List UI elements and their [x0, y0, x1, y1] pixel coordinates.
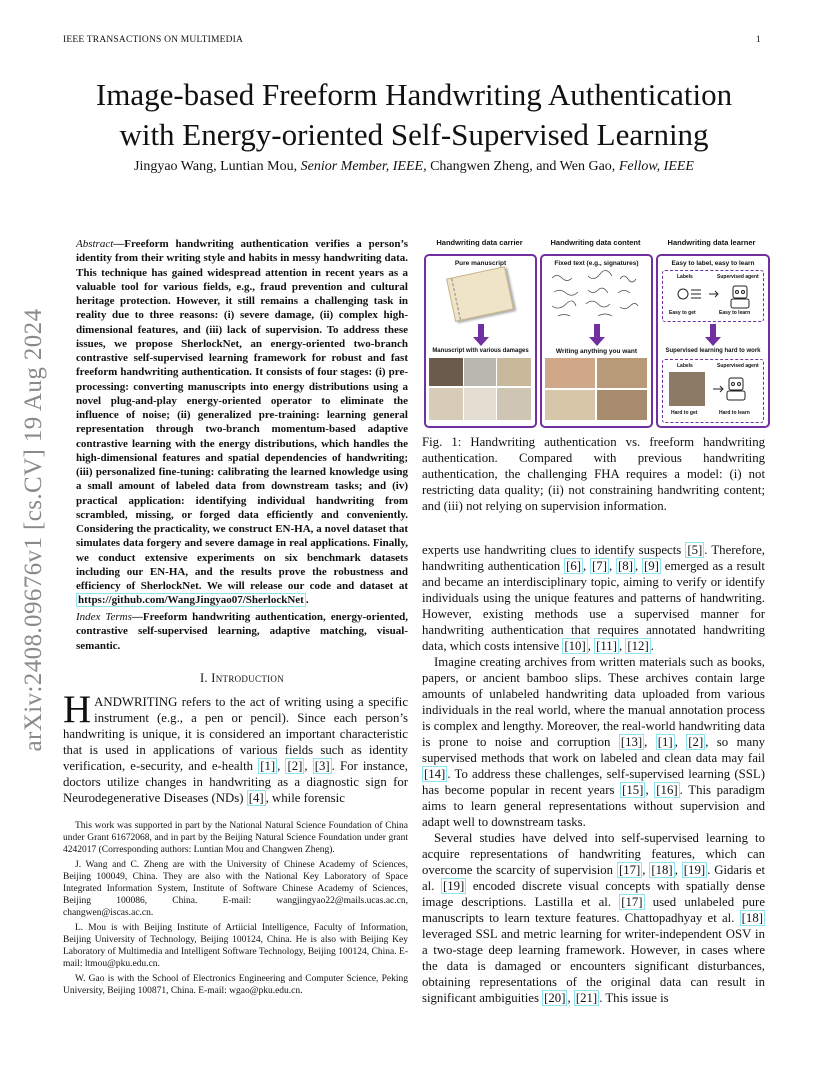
notebook-image — [446, 266, 514, 322]
figure-column-header: Handwriting data content — [550, 238, 641, 247]
citation[interactable]: [8] — [618, 559, 633, 573]
hard-get-caption: Hard to get — [671, 410, 698, 416]
citation[interactable]: [1] — [657, 735, 673, 749]
intro-lead: ANDWRITING — [94, 695, 178, 709]
panel-carrier — [424, 254, 537, 428]
citation[interactable]: [18] — [741, 911, 763, 925]
text: , so many supervised methods that work on labeled and clean data may fail — [422, 735, 766, 765]
citation[interactable]: [7] — [592, 559, 607, 573]
citation[interactable]: [19] — [442, 879, 465, 893]
intro-text-3: , while forensic — [265, 791, 345, 805]
figure-caption: Fig. 1: Handwriting authentication vs. freeform handwriting authentication. Compared with previous handwriting authentication, the challenging FHA requires a model: (i) not restricting data quality; (ii) not constraining handwriting content; and (iii) not relying on supervision information. — [422, 435, 765, 513]
panel-label: Writing anything you want — [555, 348, 638, 355]
author-names-2: Changwen Zheng, and Wen Gao, — [426, 159, 619, 174]
agent-caption: Supervised agent — [717, 363, 759, 369]
page-number: 1 — [756, 35, 761, 45]
hard-learn-caption: Hard to learn — [719, 410, 750, 416]
author-list — [40, 159, 788, 175]
code-link[interactable]: https://github.com/WangJingyao07/SherlockNet — [78, 594, 304, 607]
agent-caption: Supervised agent — [717, 274, 759, 280]
figure-1 — [422, 238, 768, 428]
citation[interactable]: [13] — [620, 735, 643, 749]
citation[interactable]: [17] — [621, 895, 643, 909]
text: used unlabeled pure manuscripts to learn texture features. Chattopadhyay et al. — [422, 895, 765, 925]
citation[interactable]: [17] — [618, 863, 641, 877]
citation[interactable]: [3] — [314, 759, 330, 773]
citation[interactable]: [21] — [575, 991, 598, 1005]
down-arrow — [594, 324, 600, 338]
handwriting-photo — [545, 358, 595, 388]
damaged-manuscript-image — [497, 358, 531, 386]
labels-agent-icon — [673, 282, 763, 310]
panel-content — [540, 254, 653, 428]
citation[interactable]: [11] — [596, 639, 617, 653]
citation[interactable]: [2] — [688, 735, 704, 749]
author-role-2: Fellow, IEEE — [618, 159, 694, 174]
easy-learn-caption: Easy to learn — [719, 310, 751, 316]
down-arrow — [710, 324, 716, 338]
text: . This issue is — [599, 991, 669, 1005]
citation[interactable]: [6] — [566, 559, 581, 573]
handwriting-photo — [545, 390, 595, 420]
intro-paragraph: HANDWRITING refers to the act of writing using a specific instrument (e.g., a pen or pencil). Since each person’s handwriting is unique, it is considered an important characteristic that is used in applications of various fields such as identity verification, e-security, and e-health [1] , [2] , [3] . For instance, doctors utilize changes in handwriting as a diagnostic sign for Neurodegenerative Diseases (NDs) [4] , while forensic — [63, 688, 408, 805]
intro-text-2: . For instance, doctors utilize changes in handwriting as a diagnostic sign for Neurodegenerative Diseases (NDs) — [63, 759, 408, 805]
easy-get-caption: Easy to get — [669, 310, 696, 316]
section-title: I. Introduction — [199, 671, 285, 685]
labels-caption: Labels — [677, 363, 693, 369]
figure-column-header: Handwriting data carrier — [436, 238, 523, 247]
manuscript-thumbnail — [669, 372, 705, 406]
down-arrow — [478, 324, 484, 338]
citation[interactable]: [5] — [687, 543, 703, 557]
damaged-manuscript-image — [497, 388, 531, 420]
citation[interactable]: [10] — [564, 639, 586, 653]
abstract-label: Abstract — [76, 238, 114, 250]
signature-scribbles — [548, 270, 644, 320]
footnote-affiliation-3: W. Gao is with the School of Electronics Engineering and Computer Science, Peking University, Beijing 100871, China. E-mail: wgao@pku.edu.cn. — [63, 974, 408, 996]
paragraph: experts use handwriting clues to identify suspects [5] . Therefore, handwriting authentication [6] , [7] , [8] , [9] emerged as a result and became an interdisciplinary topic, aiming to verify or identify individuals using the unique features and patterns of handwriting. However, existing methods use a supervised manner for handwriting authentication that requires annotated handwriting data, which costs intensive [10] , [11] , [12] . — [422, 543, 765, 653]
panel-label: Easy to label, easy to learn — [671, 260, 755, 267]
handwriting-photo — [597, 390, 647, 420]
panel-label: Supervised learning hard to work — [665, 348, 761, 354]
supervised-box-easy — [662, 270, 764, 322]
index-terms — [76, 610, 408, 653]
handwriting-photo — [597, 358, 647, 388]
text: . — [650, 639, 654, 653]
panel-label: Fixed text (e.g., signatures) — [554, 260, 639, 267]
citation[interactable]: [4] — [248, 791, 264, 805]
abstract-text: —Freeform handwriting authentication verifies a person’s identity from their writing style and habits in messy handwriting data. This technique has gained widespread attention in recent years as a valuable tool for various fields, e.g., fraud prevention and cultural heritage protection. However, it still remains a challenging task in reality due to three reasons: (i) severe damage, (ii) complex high-dimensional features, and (iii) lack of supervision. To address these issues, we propose SherlockNet, an energy-oriented two-branch contrastive self-supervised learning framework for robust and fast freeform handwriting authentication. It consists of four stages: (i) pre-processing: converting manuscripts into energy distributions using a novel plug-and-play energy-oriented operator to eliminate the influence of noise; (ii) generalized pre-training: learning general representation through two-branch momentum-based adaptive contrastive learning with the energy distributions, which handles the high-dimensional features and spatial dependencies of handwriting; (iii) personalized fine-tuning: calibrating the learned knowledge using a small amount of labeled data from downstream tasks; and (iv) practical application: identifying individual handwriting from scrambled, missing, or forged data efficiently and conveniently. Considering the practicality, we construct EN-HA, a novel dataset that simulates data forgery and severe damage in real applications. Finally, we conduct extensive experiments on six benchmark datasets including our EN-HA, and the results prove the robustness and efficiency of SherlockNet. We will release our code and dataset at — [76, 238, 408, 592]
citation[interactable]: [15] — [622, 783, 644, 797]
arxiv-stamp — [14, 300, 54, 760]
title-line-1: Image-based Freeform Handwriting Authentication — [95, 77, 733, 112]
text: Several studies have delved into self-supervised learning to acquire representations of handwriting features, which can overcome the scarcity of supervision — [422, 831, 765, 877]
paper-title — [40, 75, 788, 155]
paragraph: Several studies have delved into self-supervised learning to acquire representations of handwriting features, which can overcome the scarcity of supervision [17] , [18] , [19] . Gidaris et al. [19] encoded discrete visual concepts with spatially dense image descriptions. Lastilla et al. [17] used unlabeled pure manuscripts to learn texture features. Chattopadhyay et al. [18] leveraged SSL and metric learning for writer-independent OSV in a two-stage deep learning framework. However, in cases where the data is damaged or encounters significant disturbances, obtaining representations of the original data can result in significant ambiguities [20] , [21] . This issue is — [422, 831, 765, 1005]
text: experts use handwriting clues to identify suspects — [422, 543, 686, 557]
abstract — [76, 237, 408, 608]
citation[interactable]: [16] — [656, 783, 678, 797]
intro-text-1: refers to the act of writing using a specific instrument (e.g., a pen or pencil). Since each person’s handwriting is unique, it is considered an important characteristic that is used in applications of various fields such as identity verification, e-security, and e-health — [63, 695, 408, 773]
citation[interactable]: [19] — [683, 863, 706, 877]
citation[interactable]: [18] — [651, 863, 673, 877]
abstract-end: . — [305, 594, 309, 607]
panel-learner — [656, 254, 770, 428]
text: leveraged SSL and metric learning for writer-independent OSV in a two-stage deep learning framework. However, in cases where the data is damaged or encounters significant disturbances, obtaining representations of the original data can result in significant ambiguities — [422, 927, 765, 1005]
author-role-1: Senior Member, IEEE, — [300, 159, 427, 174]
text: . Therefore, handwriting authentication — [422, 543, 765, 573]
arxiv-id: arXiv:2408.09676v1 [cs.CV] 19 Aug 2024 — [20, 308, 47, 752]
text: . This paradigm aims to learn general representations without supervision and adapt well to downstream tasks. — [422, 783, 765, 829]
author-names-1: Jingyao Wang, Luntian Mou, — [134, 159, 301, 174]
damaged-manuscript-image — [429, 358, 463, 386]
agent-icon — [711, 374, 761, 404]
footnotes — [63, 820, 408, 1000]
index-terms-label: Index Terms — [76, 611, 132, 623]
damaged-manuscript-image — [464, 358, 496, 386]
damaged-manuscript-image — [464, 388, 496, 420]
citation[interactable]: [20] — [544, 991, 566, 1005]
running-header: IEEE TRANSACTIONS ON MULTIMEDIA — [63, 35, 244, 45]
section-heading — [76, 671, 408, 686]
citation[interactable]: [12] — [627, 639, 649, 653]
citation[interactable]: [14] — [424, 767, 446, 781]
panel-label: Manuscript with various damages — [432, 348, 529, 354]
footnote-funding: This work was supported in part by the National Natural Science Foundation of China under Grant 61672068, and in part by the Beijing Natural Science Foundation under grant 4242017 (Corresponding authors: Luntian Mou and Changwen Zheng). — [63, 821, 408, 855]
footnote-affiliation-2: L. Mou is with Beijing Institute of Artiicial Intelligence, Faculty of Information, Beijing University of Technology, Beijing 100124, China. He is also with Beijing Key Laboratory of Multimedia and Intelligent Software Technology, Beijing 100124, China. E-mail: ltmou@pku.edu.cn. — [63, 923, 408, 969]
panel-label: Pure manuscript — [454, 260, 507, 267]
text: emerged as a result and became an interdisciplinary topic, aiming to verify or identify individuals using the unique features and patterns of handwriting. However, existing methods use a supervised manner for handwriting authentication that requires annotated handwriting data, which costs intensive — [422, 559, 765, 653]
footnote-affiliation-1: J. Wang and C. Zheng are with the University of Chinese Academy of Sciences, Beijing 100049, China. They are also with the National Key Laboratory of Space Integrated Information System, Institute of Software Chinese Academy of Sciences, Beijing 100086, China. E-mail: wangjingyao22@mails.ucas.ac.cn, changwen@iscas.ac.cn. — [63, 860, 408, 918]
text: . Gidaris et al. — [422, 863, 765, 893]
figure-column-header: Handwriting data learner — [667, 238, 756, 247]
index-terms-text: —Freeform handwriting authentication, energy-oriented, contrastive self-supervised learning, adaptive matching, visual-semantic. — [76, 611, 408, 652]
paragraph: Imagine creating archives from written materials such as books, papers, or ancient bamboo slips. These archives contain large amounts of unlabeled handwriting data uploaded from various individuals in the real world, where the manual annotation process is complex and lengthy. Moreover, the real-world handwriting data is prone to noise and corruption [13] , [1] , [2] , so many supervised methods that work on labeled and clean data may fail [14] . To address these challenges, self-supervised learning (SSL) has become popular in recent years [15] , [16] . This paradigm aims to learn general representations without supervision and adapt well to downstream tasks. — [422, 655, 766, 829]
text: encoded discrete visual concepts with spatially dense image descriptions. Lastilla et al. — [422, 879, 765, 909]
citation[interactable]: [9] — [644, 559, 659, 573]
supervised-box-hard — [662, 359, 764, 423]
citation[interactable]: [1] — [260, 759, 276, 773]
citation[interactable]: [2] — [287, 759, 303, 773]
labels-caption: Labels — [677, 274, 693, 280]
damaged-manuscript-image — [429, 388, 463, 420]
text: Imagine creating archives from written materials such as books, papers, or ancient bamboo slips. These archives contain large amounts of unlabeled handwriting data uploaded from various individuals in the real world, where the manual annotation process is complex and lengthy. Moreover, the real-world handwriting data is prone to noise and corruption — [422, 655, 765, 749]
title-line-2: with Energy-oriented Self-Supervised Learning — [119, 117, 709, 152]
right-column — [422, 542, 765, 1006]
drop-cap: H — [63, 688, 92, 731]
text: . To address these challenges, self-supervised learning (SSL) has become popular in recent years — [422, 767, 765, 797]
